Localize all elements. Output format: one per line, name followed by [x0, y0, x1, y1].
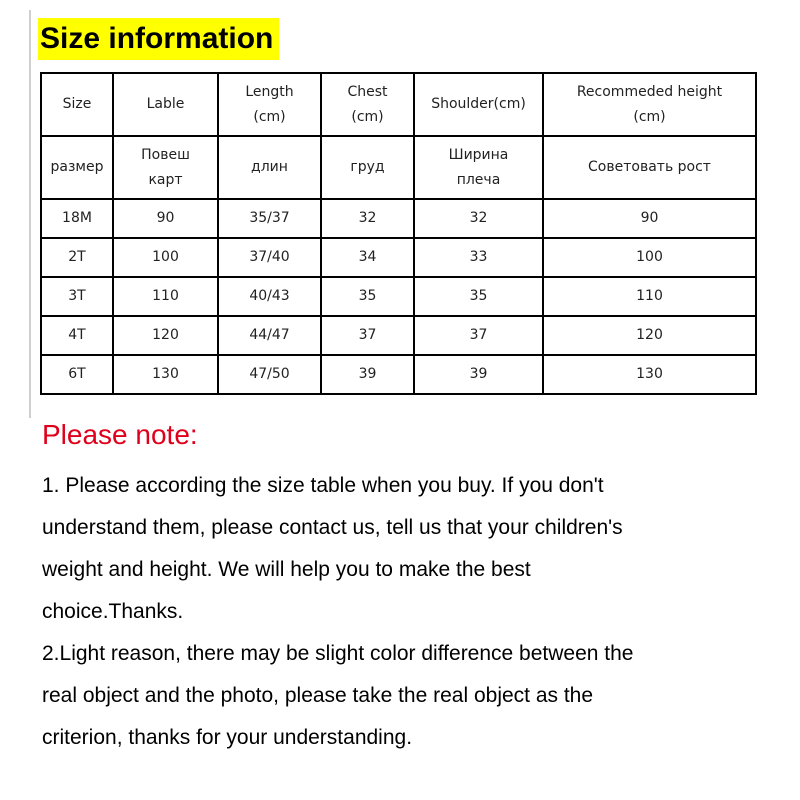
note-line: 1. Please according the size table when you buy. If you don't	[42, 474, 604, 497]
table-cell: 37/40	[218, 238, 321, 277]
table-cell: 120	[113, 316, 218, 355]
header-cell: Shoulder(cm)	[414, 73, 543, 136]
header-cell: размер	[41, 136, 113, 199]
table-cell: 35	[321, 277, 414, 316]
header-cell: Повеш карт	[113, 136, 218, 199]
left-divider	[29, 10, 31, 418]
table-cell: 32	[414, 199, 543, 238]
table-cell: 6T	[41, 355, 113, 394]
table-cell: 2T	[41, 238, 113, 277]
table-cell: 44/47	[218, 316, 321, 355]
table-row	[41, 199, 756, 238]
table-row	[41, 238, 756, 277]
header-cell: Length (cm)	[218, 73, 321, 136]
header-cell: Ширина плеча	[414, 136, 543, 199]
note-line: weight and height. We will help you to make the best	[42, 558, 531, 581]
table-row	[41, 316, 756, 355]
table-header-english	[41, 73, 756, 136]
table-row	[41, 355, 756, 394]
table-cell: 110	[113, 277, 218, 316]
table-cell: 37	[321, 316, 414, 355]
table-cell: 90	[543, 199, 756, 238]
note-line: criterion, thanks for your understanding.	[42, 726, 413, 749]
table-cell: 130	[113, 355, 218, 394]
note-line: 2.Light reason, there may be slight color difference between the	[42, 642, 634, 665]
header-cell: Size	[41, 73, 113, 136]
table-cell: 120	[543, 316, 756, 355]
note-body	[42, 465, 782, 759]
note-heading: Please note:	[42, 419, 198, 450]
table-cell: 4T	[41, 316, 113, 355]
table-cell: 33	[414, 238, 543, 277]
table-cell: 35/37	[218, 199, 321, 238]
table-cell: 130	[543, 355, 756, 394]
table-cell: 18M	[41, 199, 113, 238]
table-cell: 39	[321, 355, 414, 394]
size-table	[40, 72, 757, 395]
table-header-russian	[41, 136, 756, 199]
note-line: real object and the photo, please take the real object as the	[42, 684, 594, 707]
table-cell: 100	[113, 238, 218, 277]
table-cell: 100	[543, 238, 756, 277]
table-cell: 32	[321, 199, 414, 238]
table-cell: 110	[543, 277, 756, 316]
header-cell: длин	[218, 136, 321, 199]
table-cell: 3T	[41, 277, 113, 316]
header-cell: груд	[321, 136, 414, 199]
header-cell: Chest (cm)	[321, 73, 414, 136]
table-cell: 37	[414, 316, 543, 355]
table-cell: 39	[414, 355, 543, 394]
header-cell: Lable	[113, 73, 218, 136]
table-cell: 47/50	[218, 355, 321, 394]
table-cell: 34	[321, 238, 414, 277]
table-cell: 35	[414, 277, 543, 316]
table-row	[41, 277, 756, 316]
table-cell: 40/43	[218, 277, 321, 316]
note-line: understand them, please contact us, tell us that your children's	[42, 516, 623, 539]
table-cell: 90	[113, 199, 218, 238]
page-title: Size information	[38, 18, 279, 60]
header-cell: Советовать рост	[543, 136, 756, 199]
note-line: choice.Thanks.	[42, 600, 184, 623]
header-cell: Recommeded height (cm)	[543, 73, 756, 136]
